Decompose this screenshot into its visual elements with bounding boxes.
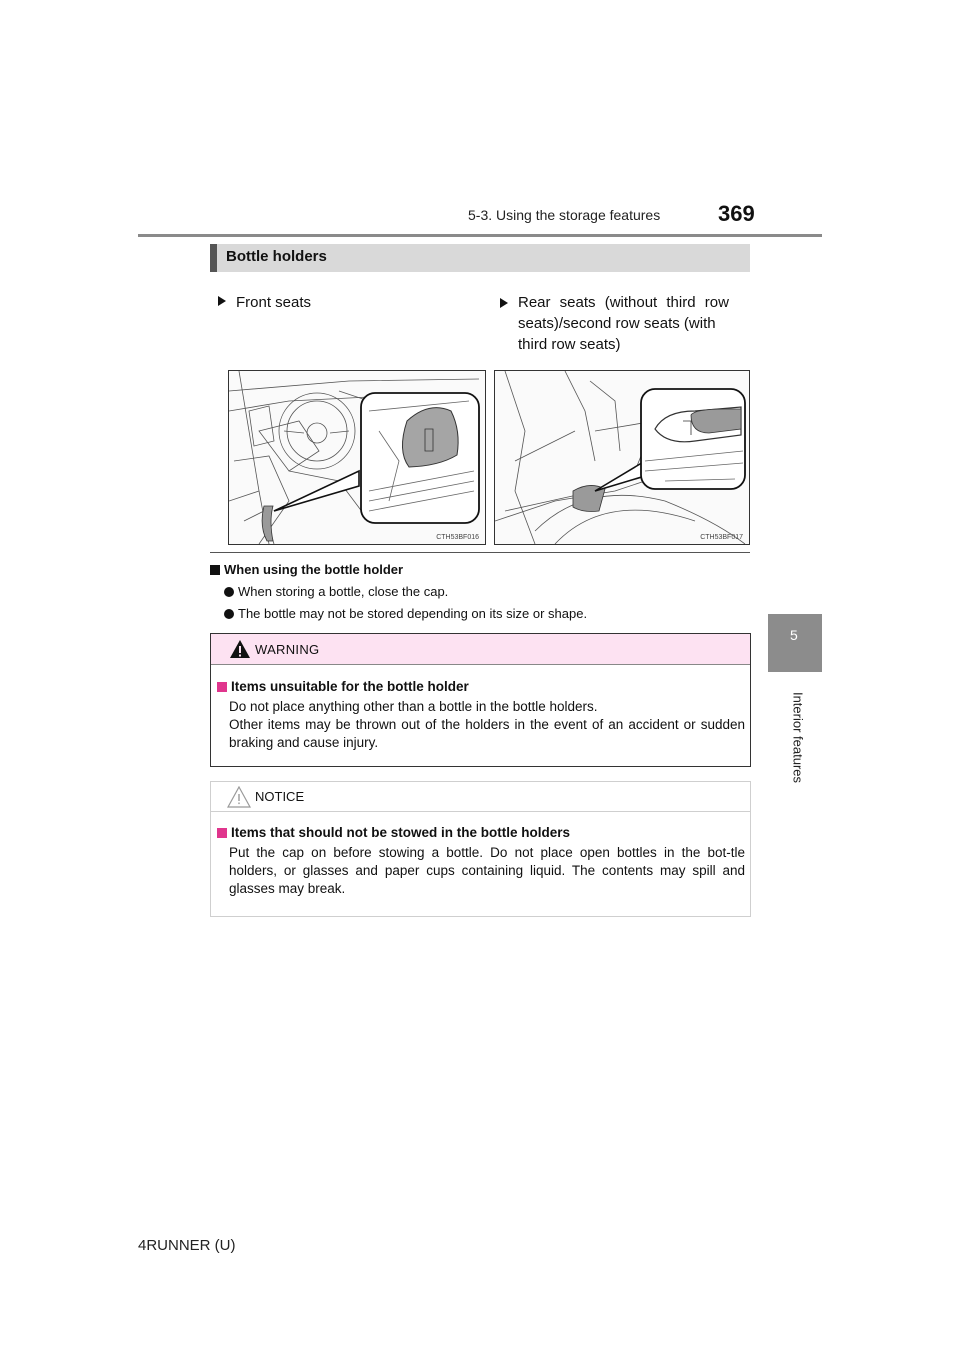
figure-code-left: CTH53BF016 [436,534,479,541]
rear-seats-caption [500,292,746,355]
warning-label: WARNING [255,642,320,657]
note-bullet [224,606,587,621]
arrow-bullet-icon [500,298,508,308]
figure-code-right: CTH53BF017 [700,534,743,541]
note-heading [210,562,403,577]
page-number: 369 [718,201,755,226]
rear-seats-caption-line2: seats)/second row seats (with [518,315,716,332]
notice-header [211,782,750,812]
chapter-side-label [788,680,806,800]
note-bullet-text: The bottle may not be stored depending on its size or shape. [238,606,588,621]
section-title-bar [210,244,750,272]
chapter-number: 5 [790,627,798,643]
rear-seats-caption-line3: third row seats) [518,336,621,353]
figures-rule [210,552,750,553]
square-bullet-icon [210,565,220,575]
warning-subheading: Items unsuitable for the bottle holder [231,679,469,694]
section-title: Bottle holders [226,248,327,265]
front-seat-line-drawing [229,371,485,544]
note-bullet-text: When storing a bottle, close the cap. [238,584,449,599]
warning-text-line2: Other items may be thrown out of the holders in the event of an accident or sudden braking and cause injury. [229,717,745,750]
warning-box [210,633,751,767]
note-heading-text: When using the bottle holder [224,562,404,577]
chapter-side-tab [768,614,822,672]
warning-text-line1: Do not place anything other than a bottle in the bottle holders. [229,699,598,714]
square-bullet-icon [217,828,227,838]
rear-seat-line-drawing [495,371,749,544]
note-bullet [224,584,448,599]
section-title-accent [210,244,217,272]
notice-text: Put the cap on before stowing a bottle. Do not place open bottles in the bot-tle holders, or glasses and paper cups containing liquid. The contents may spill and glasses may break. [229,845,745,896]
arrow-bullet-icon [218,296,226,306]
square-bullet-icon [217,682,227,692]
chapter-side-label-text: Interior features [790,691,806,784]
notice-body [217,824,745,898]
footer-model-name: 4RUNNER (U) [138,1237,236,1254]
header-rule [138,234,822,237]
front-seats-caption [218,292,311,313]
warning-body [217,678,745,752]
warning-triangle-icon [229,639,251,659]
front-bottle-holder-illustration [228,370,486,545]
running-header-section: 5-3. Using the storage features [468,207,661,223]
notice-box [210,781,751,917]
rear-bottle-holder-illustration [494,370,750,545]
circle-bullet-icon [224,587,234,597]
rear-seats-caption-line1: Rear seats (without third row [518,294,729,311]
circle-bullet-icon [224,609,234,619]
warning-header [211,634,750,665]
notice-label: NOTICE [255,789,305,804]
notice-triangle-icon [227,786,251,808]
front-seats-caption-text: Front seats [236,294,312,311]
notice-subheading: Items that should not be stowed in the bottle holders [231,825,571,840]
